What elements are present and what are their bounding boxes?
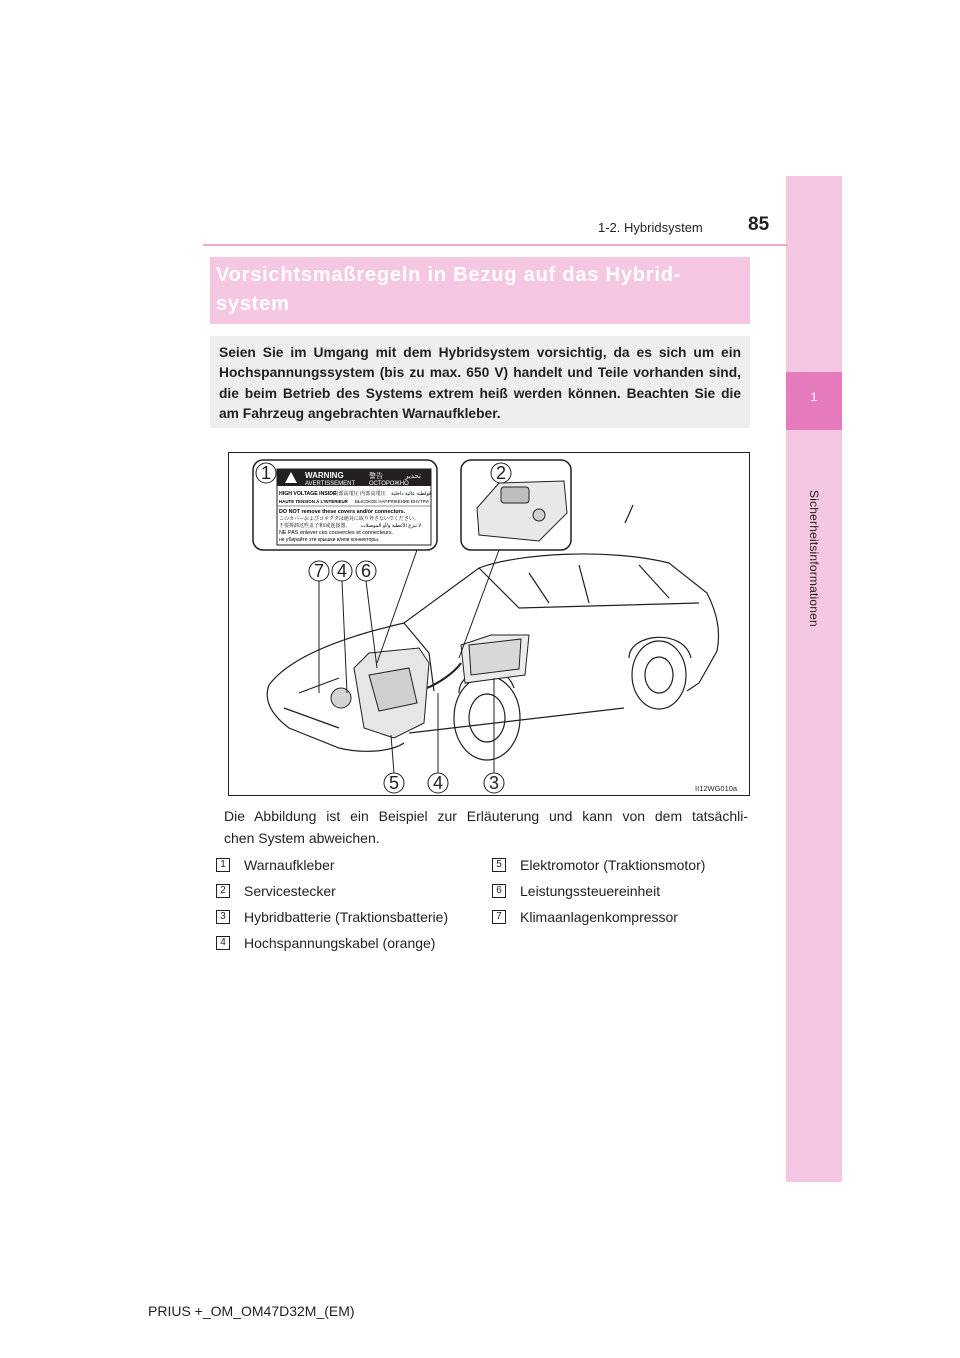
image-code: II12WG010a xyxy=(695,784,738,793)
label-warning-ru: ОСТОРОЖНО xyxy=(369,481,409,487)
legend-number: 5 xyxy=(492,858,506,872)
page-title xyxy=(216,261,746,319)
legend-item xyxy=(216,906,448,928)
svg-text:2: 2 xyxy=(495,463,507,483)
legend-text: Servicestecker xyxy=(244,883,336,899)
callout-3 xyxy=(484,773,504,793)
label-do-not-ar: لا تنزع الأغطية و/أو الموصلات xyxy=(361,523,422,529)
legend-item xyxy=(492,854,705,876)
label-high-voltage: HIGH VOLTAGE INSIDE xyxy=(279,491,337,497)
label-do-not-cn: 不要拆卸这些盖子和/或连接器。 xyxy=(279,523,351,529)
label-do-not-jp: このカバーおよびコネクタは絶対に取り外さないでください。 xyxy=(279,516,419,522)
svg-text:4: 4 xyxy=(336,561,348,581)
legend-item xyxy=(216,854,448,876)
label-do-not-ru: не убирайте эти крышки и/или коннекторы. xyxy=(279,537,380,543)
title-line: Vorsichtsmaßregeln in Bezug auf das Hybrid- xyxy=(216,264,682,286)
legend-text: Elektromotor (Traktionsmotor) xyxy=(520,857,706,873)
label-high-voltage-ru: ВЫСОКОЕ НАПРЯЖЕНИЕ ВНУТРИ xyxy=(355,499,429,504)
chapter-side-tab xyxy=(786,176,842,1182)
chapter-number: 1 xyxy=(810,390,818,404)
caption-line: chen System abweichen. xyxy=(224,830,380,846)
legend-text: Warnaufkleber xyxy=(244,857,335,873)
label-warning: WARNING xyxy=(305,471,344,480)
svg-text:7: 7 xyxy=(313,561,325,581)
legend-number: 4 xyxy=(216,936,230,950)
hybrid-battery xyxy=(461,635,529,683)
legend-number: 6 xyxy=(492,884,506,898)
service-plug-callout xyxy=(461,460,571,550)
caption-line: Die Abbildung ist ein Beispiel zur Erläuterung und kann von dem tatsächli- xyxy=(224,808,748,824)
callout-1 xyxy=(256,463,276,483)
section-title: 1-2. Hybridsystem xyxy=(598,220,703,235)
chapter-label: Sicherheitsinformationen xyxy=(807,490,821,627)
legend-item xyxy=(216,932,448,954)
svg-text:5: 5 xyxy=(388,773,400,793)
legend-right-column xyxy=(492,854,705,928)
legend-text: Leistungssteuereinheit xyxy=(520,883,661,899)
legend-number: 3 xyxy=(216,910,230,924)
legend-text: Hochspannungskabel (orange) xyxy=(244,935,436,951)
figure-caption xyxy=(224,805,748,849)
legend-text: Klimaanlagenkompressor xyxy=(520,909,678,925)
legend-item xyxy=(492,906,705,928)
legend-item xyxy=(216,880,448,902)
title-line: system xyxy=(216,293,290,315)
header-rule xyxy=(203,244,787,246)
legend-number: 7 xyxy=(492,910,506,924)
legend-item xyxy=(492,880,705,902)
callout-4b xyxy=(428,773,448,793)
callout-2 xyxy=(491,463,511,483)
hybrid-system-illustration xyxy=(228,452,750,796)
callout-4 xyxy=(332,561,352,581)
callout-7 xyxy=(309,561,329,581)
callout-5 xyxy=(384,773,404,793)
svg-text:3: 3 xyxy=(488,773,500,793)
label-avertissement: AVERTISSEMENT xyxy=(305,481,356,487)
footer-document-code: PRIUS +_OM_OM47D32M_(EM) xyxy=(148,1303,355,1319)
legend-number: 1 xyxy=(216,858,230,872)
label-high-voltage-ar: فولطية عالية داخلية xyxy=(391,491,432,497)
legend-number: 2 xyxy=(216,884,230,898)
svg-text:4: 4 xyxy=(432,773,444,793)
label-warning-ar: تحذير xyxy=(405,473,421,480)
label-ne-pas: NE PAS enlever ces couvercles et connecteurs. xyxy=(279,530,394,536)
callout-6 xyxy=(356,561,376,581)
label-do-not: DO NOT remove these covers and/or connectors. xyxy=(279,509,406,515)
legend-text: Hybridbatterie (Traktionsbatterie) xyxy=(244,909,449,925)
label-high-voltage-cn: 内部高電压 xyxy=(360,491,386,497)
svg-text:6: 6 xyxy=(360,561,372,581)
label-warning-jp: 警告 xyxy=(369,473,383,480)
label-haute-tension: HAUTE TENSION À L'INTÉRIEUR xyxy=(279,499,348,504)
warning-label-callout xyxy=(253,460,437,550)
legend-left-column xyxy=(216,854,448,954)
svg-text:1: 1 xyxy=(260,463,272,483)
intro-text: Seien Sie im Umgang mit dem Hybridsystem vorsichtig, da es sich um ein Hochspannungssystem (bis zu max. 650 V) handelt und Teile vorhanden sind, die beim Betrieb des Systems extrem heiß werden können. Beachten Sie die am Fahrzeug angebrachten Warnaufkleber. xyxy=(219,345,741,422)
label-high-voltage-jp: 内部高電圧 xyxy=(333,491,359,497)
page-number: 85 xyxy=(748,214,770,235)
